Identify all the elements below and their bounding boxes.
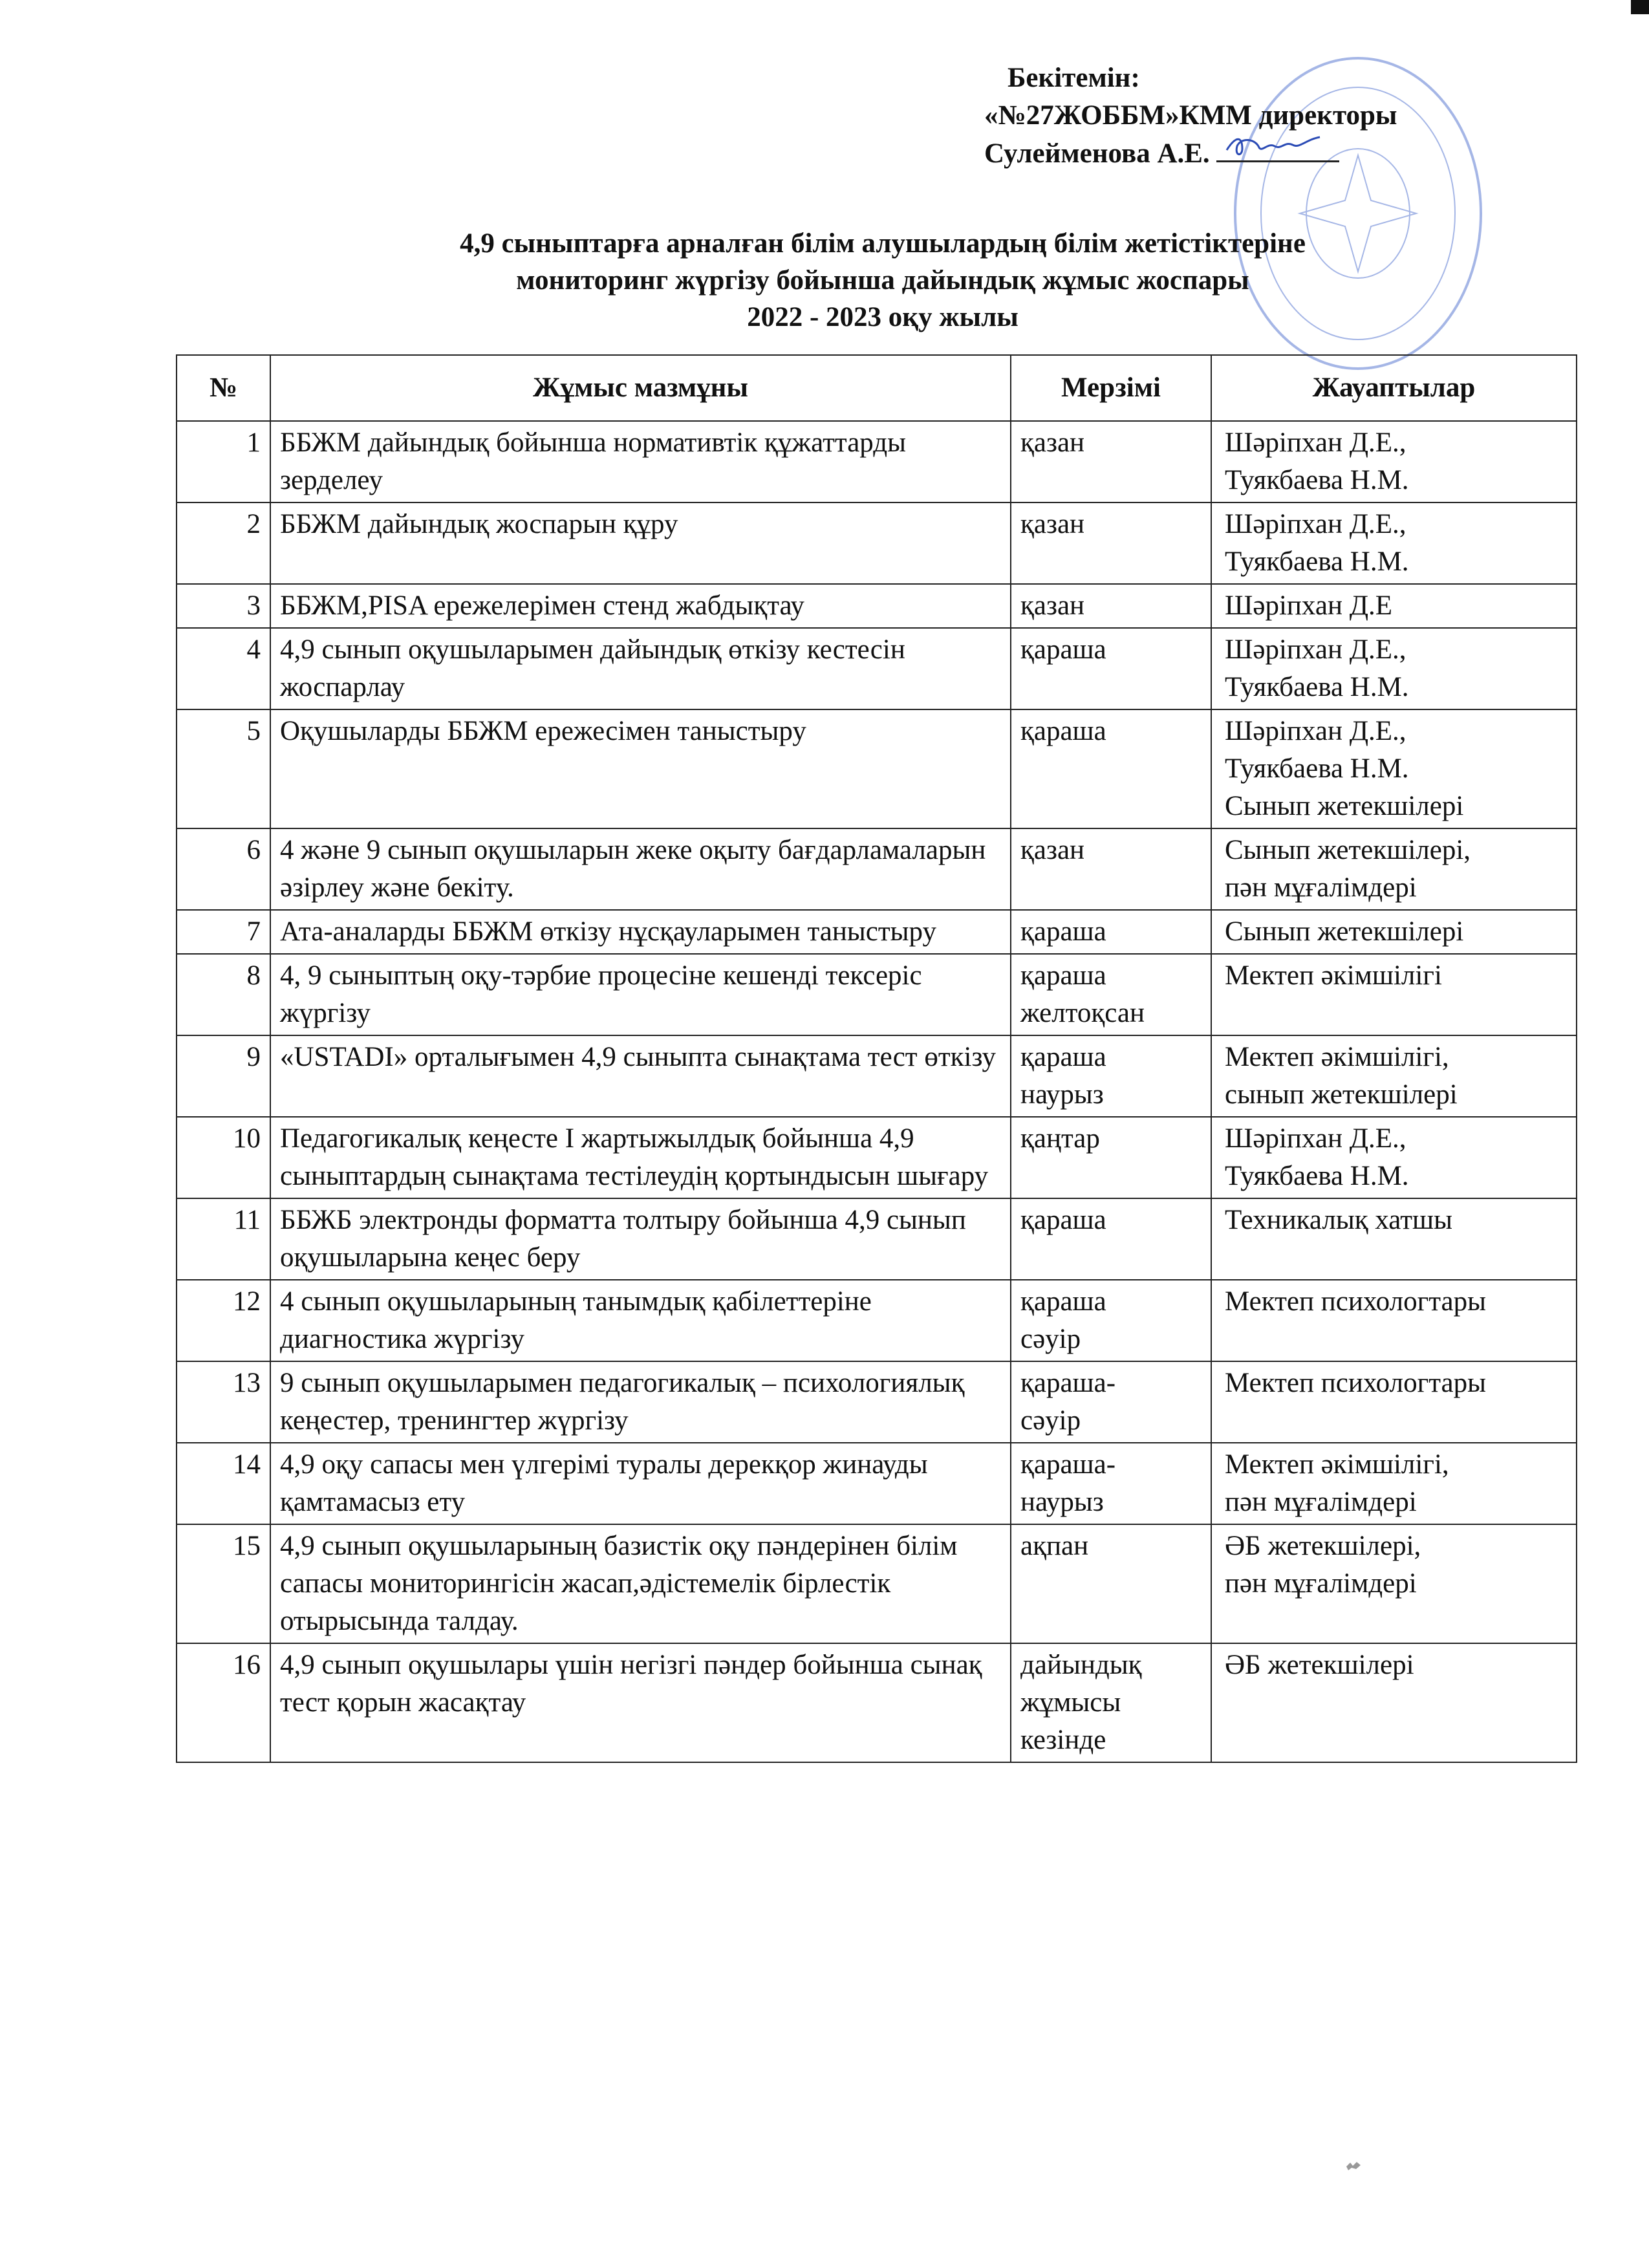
header-term: Мерзімі bbox=[1011, 355, 1211, 421]
row-responsible: Техникалық хатшы bbox=[1211, 1198, 1577, 1280]
row-responsible: Шәріпхан Д.Е., Туякбаева Н.М. bbox=[1211, 421, 1577, 502]
row-content: Педагогикалық кеңесте І жартыжылдық бойынша 4,9 сыныптардың сынақтама тестілеудің қортындысын шығару bbox=[270, 1117, 1011, 1198]
approval-signer-name: Сулейменова А.Е. bbox=[984, 138, 1210, 169]
row-content: 4,9 сынып оқушылары үшін негізгі пәндер бойынша сынақ тест қорын жасақтау bbox=[270, 1643, 1011, 1762]
row-term: қараша bbox=[1011, 628, 1211, 709]
row-responsible: ӘБ жетекшілері, пән мұғалімдері bbox=[1211, 1524, 1577, 1643]
table-row bbox=[177, 1524, 1577, 1643]
row-number: 4 bbox=[177, 628, 270, 709]
scan-speck bbox=[1345, 2160, 1362, 2172]
row-term: қараша наурыз bbox=[1011, 1035, 1211, 1117]
row-term: қараша- наурыз bbox=[1011, 1443, 1211, 1524]
row-number: 6 bbox=[177, 828, 270, 910]
row-content: 4,9 оқу сапасы мен үлгерімі туралы дерекқор жинауды қамтамасыз ету bbox=[270, 1443, 1011, 1524]
row-responsible: Мектеп әкімшілігі, сынып жетекшілері bbox=[1211, 1035, 1577, 1117]
row-number: 16 bbox=[177, 1643, 270, 1762]
row-term: ақпан bbox=[1011, 1524, 1211, 1643]
row-term: қазан bbox=[1011, 421, 1211, 502]
title-line-2: мониторинг жүргізу бойынша дайындық жұмыс жоспары bbox=[516, 265, 1249, 296]
row-number: 12 bbox=[177, 1280, 270, 1361]
row-number: 7 bbox=[177, 910, 270, 954]
row-number: 11 bbox=[177, 1198, 270, 1280]
row-number: 1 bbox=[177, 421, 270, 502]
row-responsible: Шәріпхан Д.Е., Туякбаева Н.М. Сынып жетекшілері bbox=[1211, 709, 1577, 828]
row-content: «USTADI» орталығымен 4,9 сыныпта сынақтама тест өткізу bbox=[270, 1035, 1011, 1117]
table-row bbox=[177, 628, 1577, 709]
row-content: ББЖМ дайындық жоспарын құру bbox=[270, 502, 1011, 584]
row-content: Оқушыларды ББЖМ ережесімен таныстыру bbox=[270, 709, 1011, 828]
row-term: қараша- сәуір bbox=[1011, 1361, 1211, 1443]
approval-signer bbox=[970, 135, 1552, 173]
row-term: қараша bbox=[1011, 709, 1211, 828]
table-row bbox=[177, 1117, 1577, 1198]
header-content: Жұмыс мазмұны bbox=[270, 355, 1011, 421]
row-term: дайындық жұмысы кезінде bbox=[1011, 1643, 1211, 1762]
row-term: қазан bbox=[1011, 828, 1211, 910]
row-number: 8 bbox=[177, 954, 270, 1035]
row-content: 4 сынып оқушыларының танымдық қабілеттеріне диагностика жүргізу bbox=[270, 1280, 1011, 1361]
row-responsible: Шәріпхан Д.Е., Туякбаева Н.М. bbox=[1211, 628, 1577, 709]
row-number: 10 bbox=[177, 1117, 270, 1198]
header-number: № bbox=[177, 355, 270, 421]
title-line-3: 2022 - 2023 оқу жылы bbox=[747, 302, 1018, 332]
table-row bbox=[177, 1361, 1577, 1443]
title-line-1: 4,9 сыныптарға арналған білім алушылардың білім жетістіктеріне bbox=[460, 228, 1306, 259]
approval-heading: Бекітемін: bbox=[1008, 63, 1140, 93]
row-term: қазан bbox=[1011, 502, 1211, 584]
table-row bbox=[177, 1643, 1577, 1762]
table-row bbox=[177, 502, 1577, 584]
row-term: қараша сәуір bbox=[1011, 1280, 1211, 1361]
row-content: 4 және 9 сынып оқушыларын жеке оқыту бағдарламаларын әзірлеу және бекіту. bbox=[270, 828, 1011, 910]
row-term: қараша bbox=[1011, 1198, 1211, 1280]
table-header-row bbox=[177, 355, 1577, 421]
document-title bbox=[181, 225, 1584, 336]
row-responsible: Шәріпхан Д.Е., Туякбаева Н.М. bbox=[1211, 502, 1577, 584]
table-row bbox=[177, 1035, 1577, 1117]
row-number: 14 bbox=[177, 1443, 270, 1524]
row-content: ББЖМ дайындық бойынша нормативтік құжаттарды зерделеу bbox=[270, 421, 1011, 502]
row-responsible: Мектеп психологтары bbox=[1211, 1361, 1577, 1443]
row-number: 9 bbox=[177, 1035, 270, 1117]
row-content: 4,9 сынып оқушыларымен дайындық өткізу кестесін жоспарлау bbox=[270, 628, 1011, 709]
row-content: 4, 9 сыныптың оқу-тәрбие процесіне кешенді тексеріс жүргізу bbox=[270, 954, 1011, 1035]
row-responsible: Сынып жетекшілері bbox=[1211, 910, 1577, 954]
table-row bbox=[177, 584, 1577, 628]
table-row bbox=[177, 1280, 1577, 1361]
row-content: 4,9 сынып оқушыларының базистік оқу пәндерінен білім сапасы мониторингісін жасап,әдістемелік бірлестік отырысында талдау. bbox=[270, 1524, 1011, 1643]
row-term: қараша желтоқсан bbox=[1011, 954, 1211, 1035]
table-row bbox=[177, 910, 1577, 954]
row-responsible: Шәріпхан Д.Е., Туякбаева Н.М. bbox=[1211, 1117, 1577, 1198]
row-content: Ата-аналарды ББЖМ өткізу нұсқауларымен таныстыру bbox=[270, 910, 1011, 954]
approval-position: «№27ЖОББМ»КММ директоры bbox=[984, 100, 1397, 131]
table-row bbox=[177, 709, 1577, 828]
row-number: 5 bbox=[177, 709, 270, 828]
table-row bbox=[177, 1443, 1577, 1524]
row-content: ББЖБ электронды форматта толтыру бойынша 4,9 сынып оқушыларына кеңес беру bbox=[270, 1198, 1011, 1280]
row-number: 13 bbox=[177, 1361, 270, 1443]
signature-line bbox=[1216, 135, 1339, 162]
scan-edge-mark bbox=[1631, 0, 1649, 14]
table-row bbox=[177, 828, 1577, 910]
row-responsible: Мектеп әкімшілігі bbox=[1211, 954, 1577, 1035]
row-term: қараша bbox=[1011, 910, 1211, 954]
row-number: 3 bbox=[177, 584, 270, 628]
approval-block bbox=[970, 59, 1552, 173]
row-number: 2 bbox=[177, 502, 270, 584]
row-term: қазан bbox=[1011, 584, 1211, 628]
header-responsible: Жауаптылар bbox=[1211, 355, 1577, 421]
row-content: 9 сынып оқушыларымен педагогикалық – психологиялық кеңестер, тренингтер жүргізу bbox=[270, 1361, 1011, 1443]
table-row bbox=[177, 421, 1577, 502]
row-responsible: Мектеп әкімшілігі, пән мұғалімдері bbox=[1211, 1443, 1577, 1524]
row-responsible: ӘБ жетекшілері bbox=[1211, 1643, 1577, 1762]
work-plan-table bbox=[176, 354, 1577, 1763]
row-number: 15 bbox=[177, 1524, 270, 1643]
row-content: ББЖМ,PISA ережелерімен стенд жабдықтау bbox=[270, 584, 1011, 628]
table-row bbox=[177, 954, 1577, 1035]
row-responsible: Мектеп психологтары bbox=[1211, 1280, 1577, 1361]
row-term: қаңтар bbox=[1011, 1117, 1211, 1198]
row-responsible: Сынып жетекшілері, пән мұғалімдері bbox=[1211, 828, 1577, 910]
row-responsible: Шәріпхан Д.Е bbox=[1211, 584, 1577, 628]
table-row bbox=[177, 1198, 1577, 1280]
signature-icon bbox=[1223, 131, 1326, 160]
